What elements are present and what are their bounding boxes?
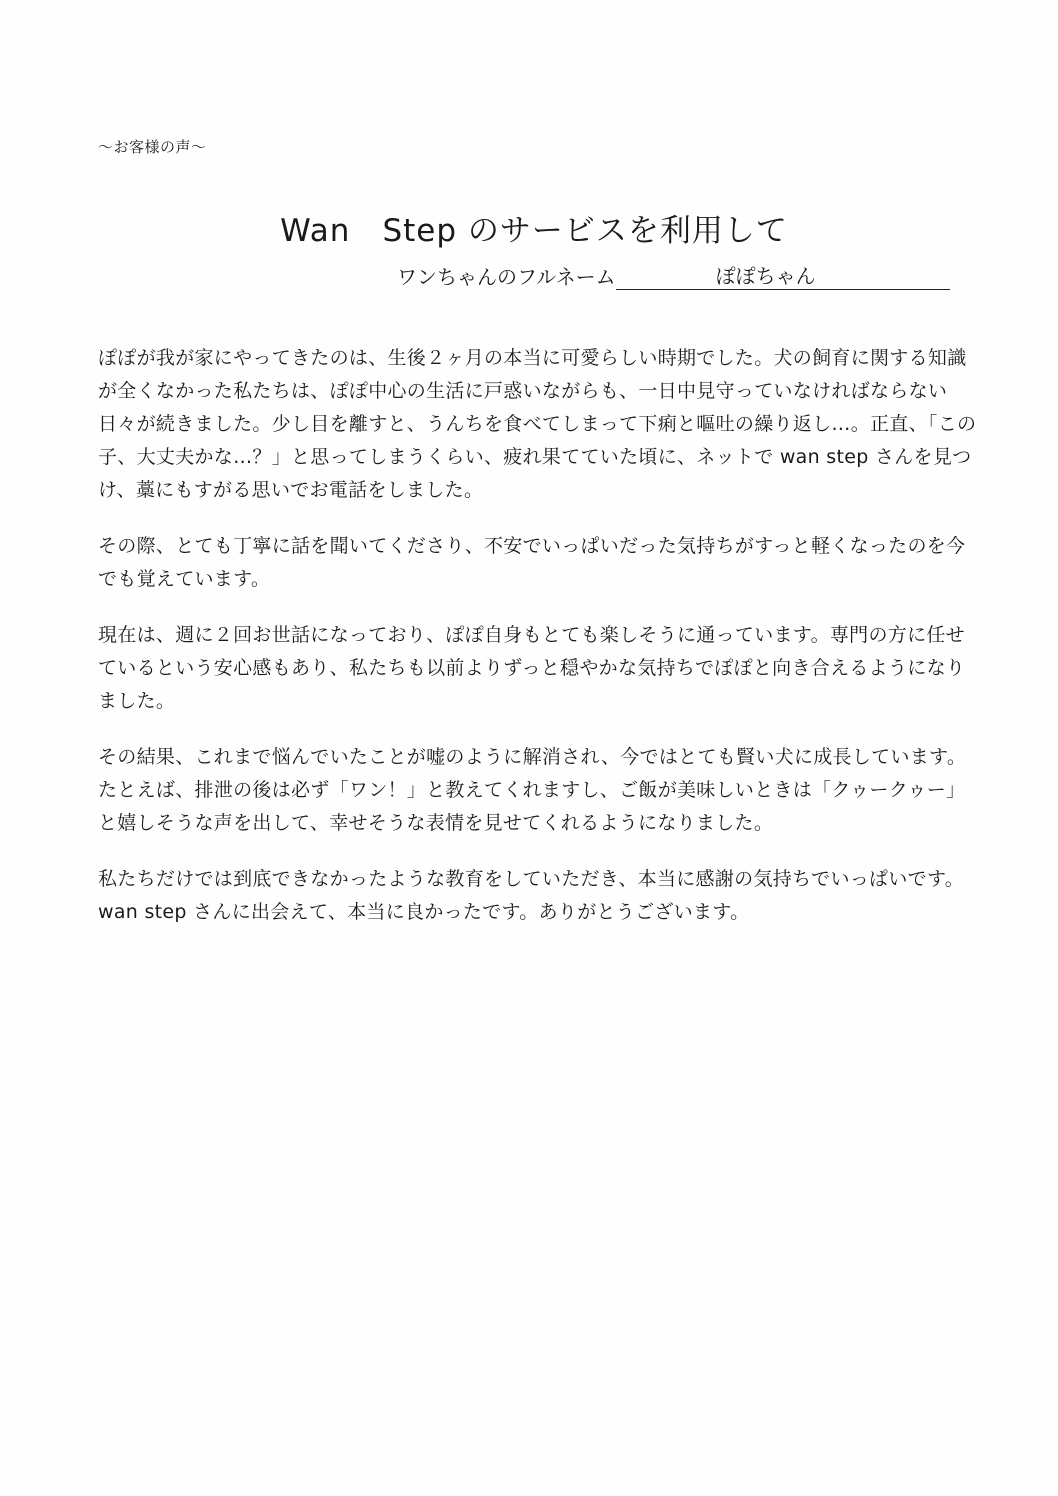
paragraph: ぽぽが我が家にやってきたのは、生後２ヶ月の本当に可愛らしい時期でした。犬の飼育に関する知識が全くなかった私たちは、ぽぽ中心の生活に戸惑いながらも、一日中見守っていなければならない日々が続きました。少し目を離すと、うんちを食べてしまって下痢と嘔吐の繰り返し…。正直、「この子、大丈夫かな…？」と思ってしまうくらい、疲れ果てていた頃に、ネットで wan step さんを見つけ、藁にもすがる思いでお電話をしました。 bbox=[98, 347, 977, 501]
document-title: Wan Step のサービスを利用して bbox=[280, 213, 788, 249]
header-label: ～お客様の声～ bbox=[98, 138, 207, 156]
dog-name-label: ワンちゃんのフルネーム bbox=[397, 265, 616, 289]
paragraph: 現在は、週に２回お世話になっており、ぽぽ自身もとても楽しそうに通っています。専門の方に任せているという安心感もあり、私たちも以前よりずっと穏やかな気持ちでぽぽと向き合えるようになりました。 bbox=[98, 624, 966, 712]
paragraph: その結果、これまで悩んでいたことが嘘のように解消され、今ではとても賢い犬に成長しています。たとえば、排泄の後は必ず「ワン！」と教えてくれますし、ご飯が美味しいときは「クゥークゥー」と嬉しそうな声を出して、幸せそうな表情を見せてくれるようになりました。 bbox=[98, 746, 967, 834]
paragraph: 私たちだけでは到底できなかったような教育をしていただき、本当に感謝の気持ちでいっぱいです。wan step さんに出会えて、本当に良かったです。ありがとうございます。 bbox=[98, 868, 965, 923]
dog-name-value: ぽぽちゃん bbox=[616, 263, 950, 290]
paragraph: その際、とても丁寧に話を聞いてくださり、不安でいっぱいだった気持ちがすっと軽くなったのを今でも覚えています。 bbox=[98, 535, 966, 590]
testimonial-body bbox=[98, 342, 978, 952]
dog-name-row bbox=[397, 261, 950, 290]
